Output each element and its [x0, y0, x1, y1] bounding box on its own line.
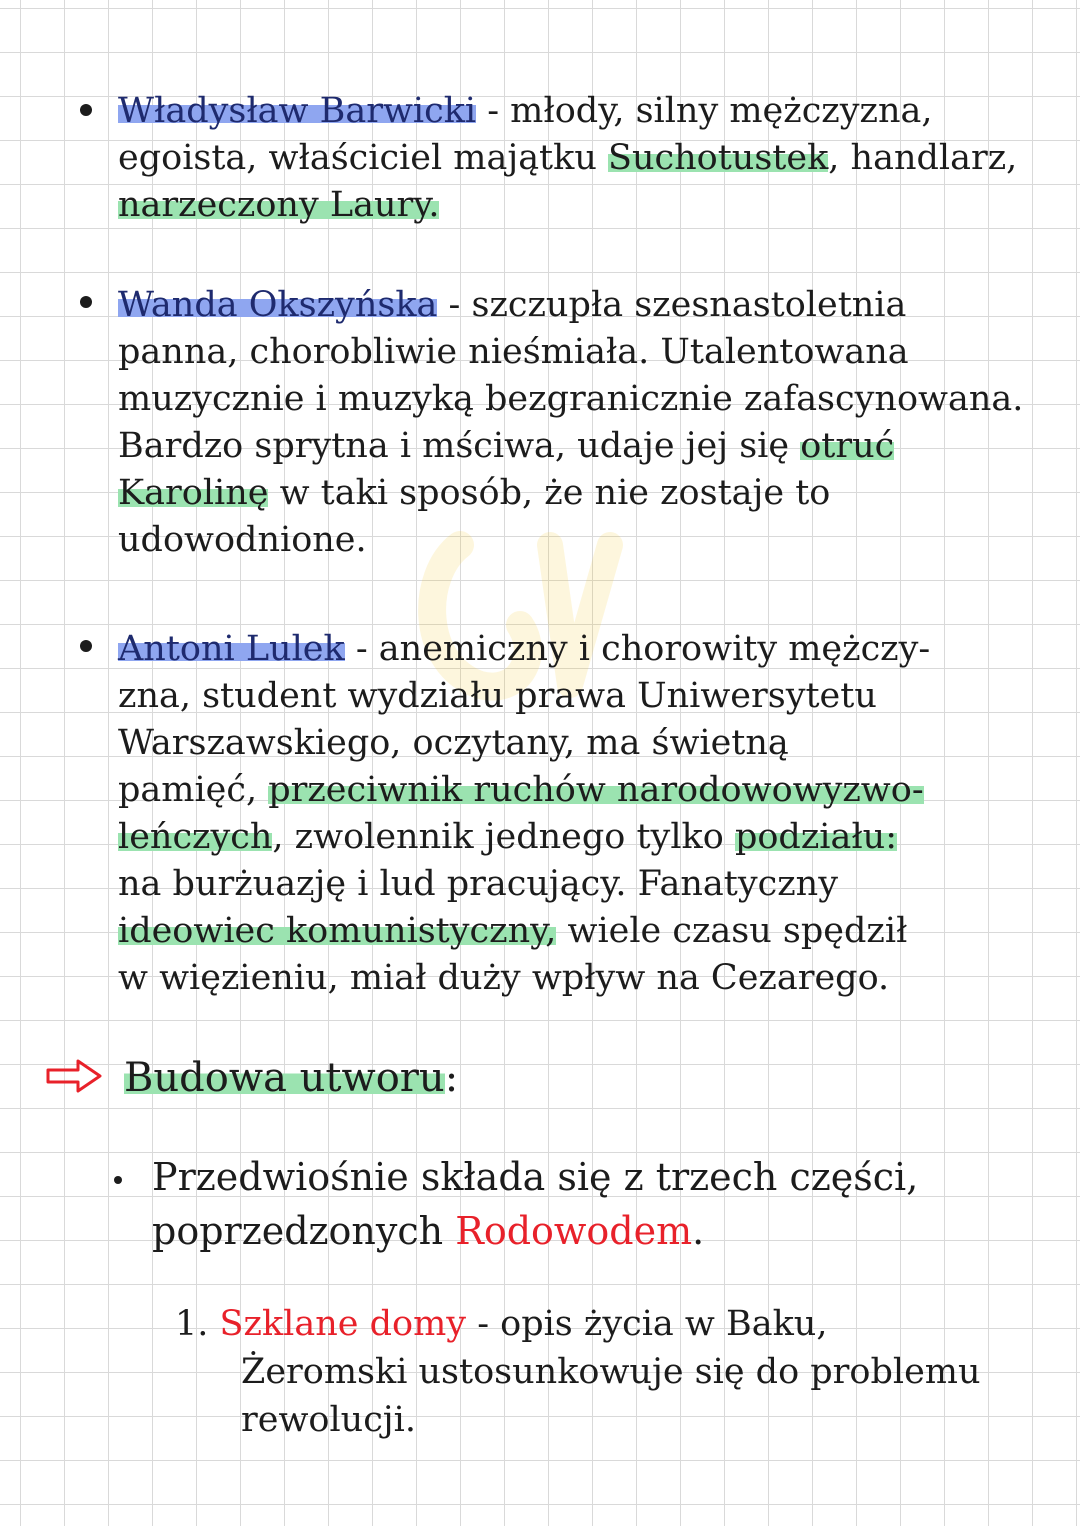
character-entry-barwicki: [118, 88, 1048, 229]
bullet-icon: [80, 296, 92, 308]
character-entry-okszynska: [118, 282, 1048, 564]
entry-line: Bardzo sprytna i mściwa, udaje jej się otruć: [118, 426, 895, 466]
entry-line: panna, chorobliwie nieśmiała. Utalentowana: [118, 332, 909, 372]
item-line: 1. Szklane domy - opis życia w Baku,: [175, 1304, 828, 1344]
entry-line: Karolinę w taki sposób, że nie zostaje to: [118, 473, 831, 513]
character-entry-lulek: [118, 626, 1048, 1002]
entry-line: Antoni Lulek - anemiczny i chorowity mężczy-: [118, 629, 931, 669]
bullet-icon: [80, 640, 92, 652]
structure-item-1: [175, 1300, 1055, 1444]
red-term: Rodowodem: [455, 1209, 693, 1253]
highlight-green: narzeczony Laury.: [118, 185, 440, 225]
entry-line: muzycznie i muzyką bezgranicznie zafascynowana.: [118, 379, 1024, 419]
bullet-icon: [80, 104, 92, 116]
character-name: Władysław Barwicki: [118, 91, 477, 131]
highlight-green: podziału:: [734, 817, 898, 857]
item-line: Żeromski ustosunkowuje się do problemu: [241, 1352, 981, 1392]
entry-line: leńczych, zwolennik jednego tylko podziału:: [118, 817, 898, 857]
entry-line: na burżuazję i lud pracujący. Fanatyczny: [118, 864, 838, 904]
highlight-green: ideowiec komunistyczny,: [118, 911, 557, 951]
entry-line: ideowiec komunistyczny, wiele czasu spędził: [118, 911, 908, 951]
entry-line: w więzieniu, miał duży wpływ na Cezarego.: [118, 958, 890, 998]
entry-line: udowodnione.: [118, 520, 367, 560]
entry-line: Wanda Okszyńska - szczupła szesnastoletnia: [118, 285, 907, 325]
entry-line: egoista, właściciel majątku Suchotustek, handlarz,: [118, 138, 1018, 178]
entry-line: [118, 182, 1048, 229]
entry-line: Warszawskiego, oczytany, ma świetną: [118, 723, 789, 763]
highlight-green: otruć: [800, 426, 895, 466]
structure-intro: [152, 1150, 1052, 1258]
entry-line: Władysław Barwicki - młody, silny mężczyzna,: [118, 91, 933, 131]
bullet-icon: [114, 1176, 122, 1184]
character-name: Antoni Lulek: [118, 629, 345, 669]
character-name: Wanda Okszyńska: [118, 285, 438, 325]
item-title: Szklane domy: [219, 1304, 467, 1344]
intro-line: Przedwiośnie składa się z trzech części,: [152, 1155, 919, 1199]
highlight-green: przeciwnik ruchów narodowowyzwo-: [268, 770, 924, 810]
highlight-green: leńczych: [118, 817, 273, 857]
highlight-green: Karolinę: [118, 473, 269, 513]
entry-line: zna, student wydziału prawa Uniwersytetu: [118, 676, 877, 716]
arrow-right-icon: [44, 1056, 106, 1096]
item-line: rewolucji.: [241, 1400, 416, 1440]
intro-line: poprzedzonych Rodowodem.: [152, 1209, 705, 1253]
item-number: 1.: [175, 1304, 209, 1344]
highlight-green: Suchotustek: [608, 138, 829, 178]
entry-line: pamięć, przeciwnik ruchów narodowowyzwo-: [118, 770, 924, 810]
section-heading: Budowa utworu:: [124, 1055, 459, 1101]
